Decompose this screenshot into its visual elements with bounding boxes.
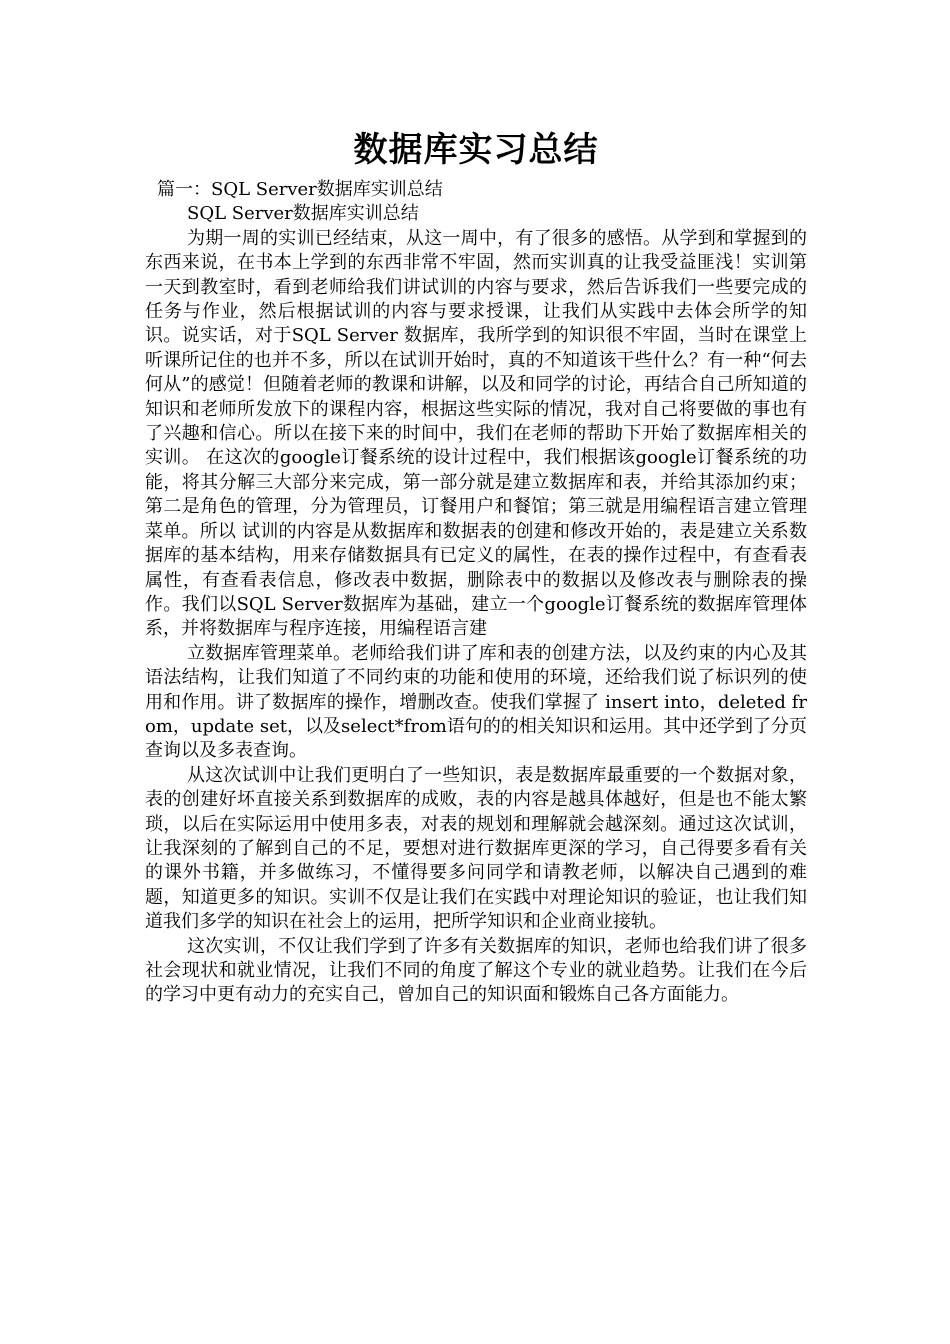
document-page <box>145 128 807 1008</box>
body-paragraph-2: 立数据库管理菜单。老师给我们讲了库和表的创建方法，以及约束的内心及其语法结构，让我们知道了不同约束的功能和使用的环境，还给我们说了标识列的使用和作用。讲了数据库的操作，增删改查。使我们掌握了 insert into，deleted from，update set，以及select*from语句的的相关知识和运用。其中还学到了分页查询以及多表查询。 <box>145 642 807 762</box>
body-paragraph-4: 这次实训，不仅让我们学到了许多有关数据库的知识，老师也给我们讲了很多社会现状和就业情况，让我们不同的角度了解这个专业的就业趋势。让我们在今后的学习中更有动力的充实自己，曾加自己的知识面和锻炼自己各方面能力。 <box>145 935 807 1006</box>
section-subheading: SQL Server数据库实训总结 <box>187 203 419 225</box>
document-title: 数据库实习总结 <box>353 130 599 170</box>
body-paragraph-3: 从这次试训中让我们更明白了一些知识，表是数据库最重要的一个数据对象，表的创建好坏直接关系到数据库的成败，表的内容是越具体越好，但是也不能太繁琐，以后在实际运用中使用多表，对表的规划和理解就会越深刻。通过这次试训，让我深刻的了解到自己的不足，要想对进行数据库更深的学习，自己得要多看有关的课外书籍，并多做练习，不懂得要多问同学和请教老师，以解决自己遇到的难题，知道更多的知识。实训不仅是让我们在实践中对理论知识的验证，也让我们知道我们多学的知识在社会上的运用，把所学知识和企业商业接轨。 <box>145 764 807 933</box>
section-heading: 篇一：SQL Server数据库实训总结 <box>157 179 443 200</box>
body-paragraph-1: 为期一周的实训已经结束，从这一周中，有了很多的感悟。从学到和掌握到的东西来说，在书本上学到的东西非常不牢固，然而实训真的让我受益匪浅！实训第一天到教室时，看到老师给我们讲试训的内容与要求，然后告诉我们一些要完成的任务与作业，然后根据试训的内容与要求授课，让我们从实践中去体会所学的知识。说实话，对于SQL Server 数据库，我所学到的知识很不牢固，当时在课堂上听课所记住的也并不多，所以在试训开始时，真的不知道该干些什么？有一种“何去何从”的感觉！但随着老师的教课和讲解，以及和同学的讨论，再结合自己所知道的知识和老师所发放下的课程内容，根据这些实际的情况，我对自己将要做的事也有了兴趣和信心。所以在接下来的时间中，我们在老师的帮助下开始了数据库相关的实训。 在这次的google订餐系统的设计过程中，我们根据该google订餐系统的功能，将其分解三大部分来完成，第一部分就是建立数据库和表，并给其添加约束；第二是角色的管理，分为管理员，订餐用户和餐馆；第三就是用编程语言建立管理菜单。所以 试训的内容是从数据库和数据表的创建和修改开始的，表是建立关系数据库的基本结构，用来存储数据具有已定义的属性，在表的操作过程中，有查看表属性，有查看表信息，修改表中数据，删除表中的数据以及修改表与删除表的操作。我们以SQL Server数据库为基础，建立一个google订餐系统的数据库管理体系，并将数据库与程序连接，用编程语言建 <box>145 227 807 640</box>
